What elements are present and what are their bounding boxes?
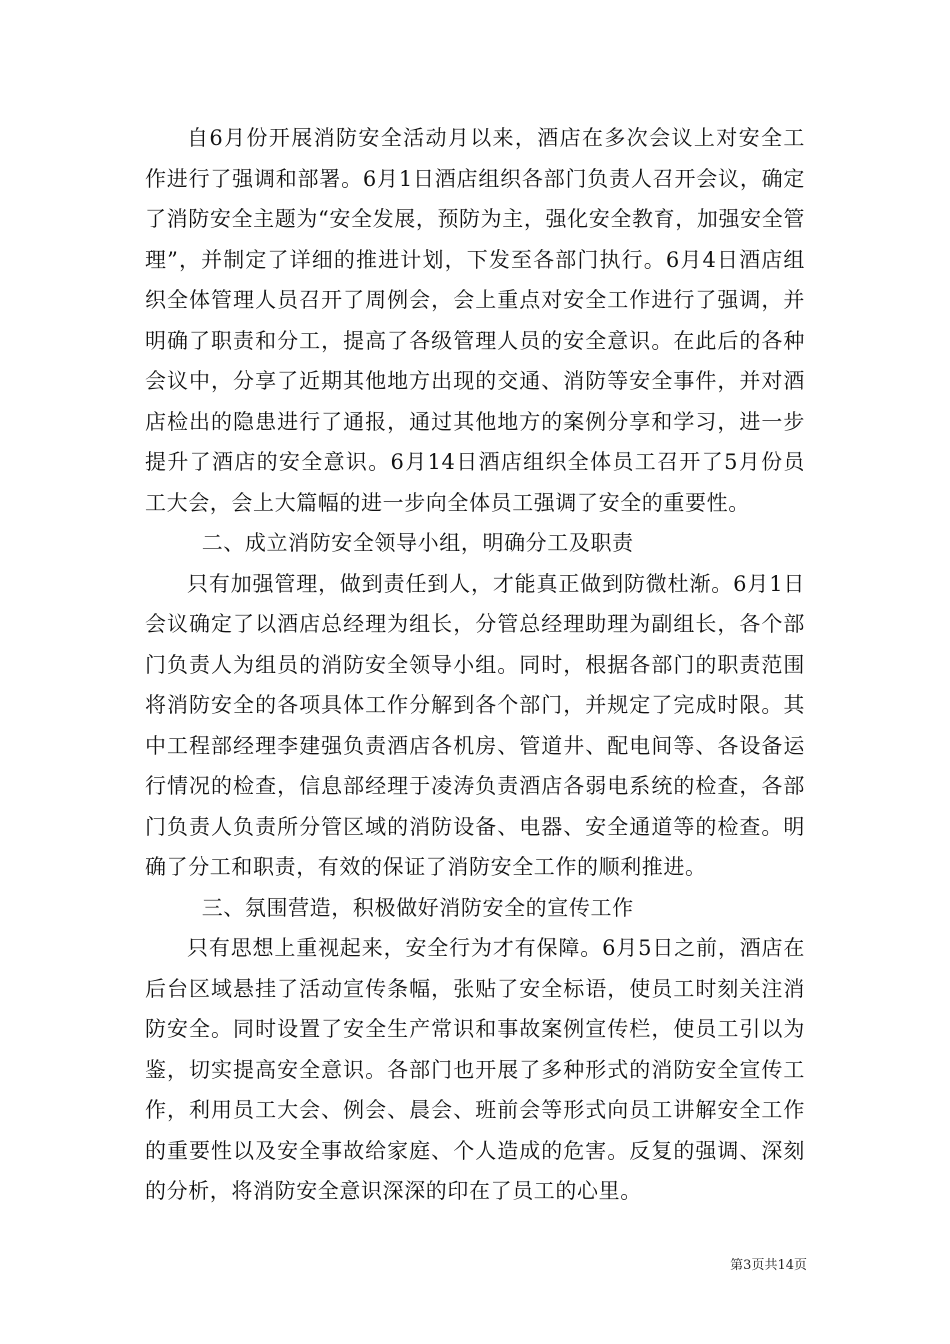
section-heading-publicity: 三、氛围营造，积极做好消防安全的宣传工作 xyxy=(201,895,634,920)
paragraph-leadership-group: 只有加强管理，做到责任到人，才能真正做到防微杜渐。6月1日会议确定了以酒店总经理为组长，分管总经理助理为副组长，各个部门负责人为组员的消防安全领导小组。同时，根据各部门的职责范围将消防安全的各项具体工作分解到各个部门，并规定了完成时限。其中工程部经理李建强负责酒店各机房、管道井、配电间等、各设备运行情况的检查，信息部经理于凌涛负责酒店各弱电系统的检查，各部门负责人负责所分管区域的消防设备、电器、安全通道等的检查。明确了分工和职责，有效的保证了消防安全工作的顺利推进。 xyxy=(145,571,805,879)
paragraph-meetings: 自6月份开展消防安全活动月以来，酒店在多次会议上对安全工作进行了强调和部署。6月1日酒店组织各部门负责人召开会议，确定了消防安全主题为“安全发展，预防为主，强化安全教育，加强安全管理”，并制定了详细的推进计划，下发至各部门执行。6月4日酒店组织全体管理人员召开了周例会，会上重点对安全工作进行了强调，并明确了职责和分工，提高了各级管理人员的安全意识。在此后的各种会议中，分享了近期其他地方出现的交通、消防等安全事件，并对酒店检出的隐患进行了通报，通过其他地方的案例分享和学习，进一步提升了酒店的安全意识。6月14日酒店组织全体员工召开了5月份员工大会，会上大篇幅的进一步向全体员工强调了安全的重要性。 xyxy=(145,126,805,515)
page-number: 第3页共14页 xyxy=(730,1258,807,1273)
paragraph-publicity: 只有思想上重视起来，安全行为才有保障。6月5日之前，酒店在后台区域悬挂了活动宣传条幅，张贴了安全标语，使员工时刻关注消防安全。同时设置了安全生产常识和事故案例宣传栏，使员工引以为鉴，切实提高安全意识。各部门也开展了多种形式的消防安全宣传工作，利用员工大会、例会、晨会、班前会等形式向员工讲解安全工作的重要性以及安全事故给家庭、个人造成的危害。反复的强调、深刻的分析，将消防安全意识深深的印在了员工的心里。 xyxy=(145,936,805,1203)
document-body xyxy=(145,118,805,1212)
section-heading-leadership-group: 二、成立消防安全领导小组，明确分工及职责 xyxy=(201,531,634,555)
